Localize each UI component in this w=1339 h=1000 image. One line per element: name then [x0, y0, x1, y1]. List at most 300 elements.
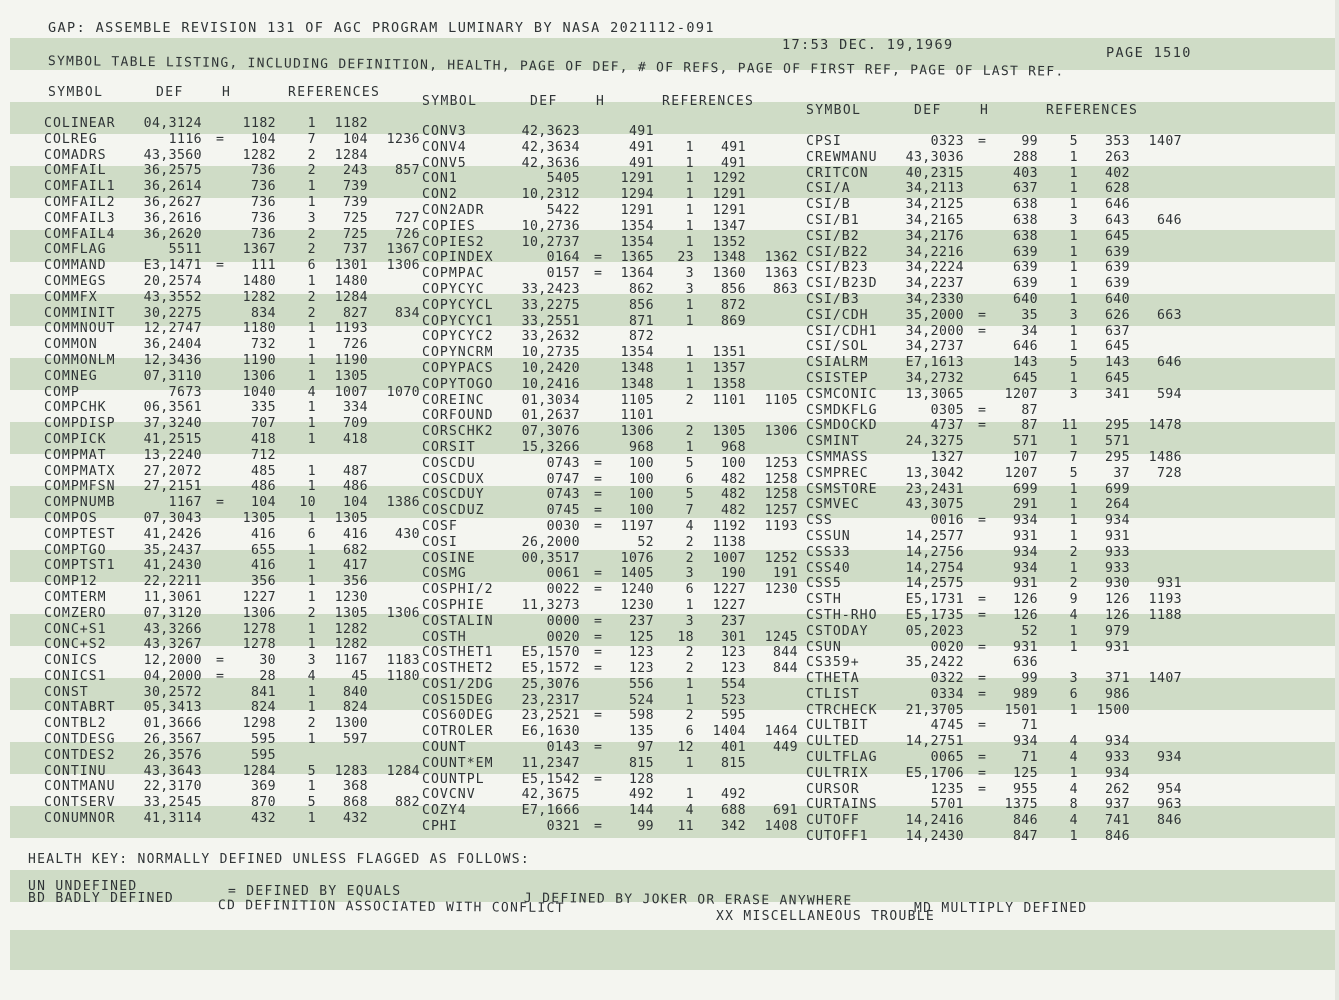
first-ref-page: 100 [720, 455, 746, 471]
def-page: 30 [259, 653, 276, 669]
symbol-name: COSTH [422, 629, 467, 645]
first-ref-page: 1300 [334, 716, 368, 732]
first-ref-page: 1305 [334, 510, 368, 526]
table-row [44, 242, 444, 258]
page-number: PAGE 1510 [1106, 45, 1192, 61]
ref-count: 1 [307, 321, 316, 337]
ref-count: 5 [307, 795, 316, 811]
symbol-name: COMTERM [44, 589, 107, 605]
table-row [422, 630, 822, 646]
symbol-definition: 27,2151 [143, 479, 202, 495]
ref-count: 6 [685, 471, 694, 487]
first-ref-page: 645 [1104, 339, 1130, 355]
def-page: 416 [250, 526, 276, 542]
header-def: DEF [156, 85, 184, 100]
ref-count: 1 [1069, 165, 1078, 181]
def-page: 104 [250, 495, 276, 511]
table-row [806, 545, 1206, 561]
ref-count: 1 [685, 787, 694, 803]
table-row [806, 245, 1206, 261]
last-ref-page: 834 [394, 305, 420, 321]
ref-count: 1 [685, 202, 694, 218]
symbol-name: COMMAND [44, 258, 107, 274]
symbol-definition: 41,2515 [143, 431, 202, 447]
first-ref-page: 1301 [334, 258, 368, 274]
health-flag: = [594, 455, 603, 471]
last-ref-page: 1105 [764, 392, 798, 408]
ref-count: 2 [307, 716, 316, 732]
ref-count: 9 [1069, 592, 1078, 608]
first-ref-page: 1101 [712, 392, 746, 408]
symbol-definition: 1327 [930, 449, 964, 465]
def-page: 135 [628, 724, 654, 740]
symbol-name: COMMEGS [44, 273, 107, 289]
symbol-name: COMPTGO [44, 542, 107, 558]
symbol-name: CSI/CDH [806, 307, 869, 323]
symbol-definition: 27,2072 [143, 463, 202, 479]
last-ref-page: 1408 [764, 819, 798, 835]
first-ref-page: 1291 [712, 187, 746, 203]
symbol-name: CULTED [806, 734, 860, 750]
first-ref-page: 1230 [334, 589, 368, 605]
first-ref-page: 930 [1104, 576, 1130, 592]
table-row [806, 624, 1206, 640]
last-ref-page: 1070 [386, 384, 420, 400]
ref-count: 2 [685, 661, 694, 677]
ref-count: 2 [307, 605, 316, 621]
ref-count: 1 [1069, 323, 1078, 339]
symbol-definition: 34,2224 [905, 260, 964, 276]
first-ref-page: 368 [342, 779, 368, 795]
first-ref-page: 639 [1104, 276, 1130, 292]
table-row [806, 592, 1206, 608]
health-flag: = [978, 307, 987, 323]
symbol-definition: 22,2211 [143, 574, 202, 590]
symbol-definition: 0305 [930, 402, 964, 418]
symbol-definition: 5422 [546, 202, 580, 218]
table-row [806, 387, 1206, 403]
health-key-md: MD MULTIPLY DEFINED [914, 901, 1088, 916]
def-page: 1180 [242, 321, 276, 337]
def-page: 1230 [620, 597, 654, 613]
table-row [806, 561, 1206, 577]
last-ref-page: 1306 [764, 424, 798, 440]
first-ref-page: 1007 [712, 550, 746, 566]
symbol-name: CON1 [422, 171, 458, 187]
last-ref-page: 691 [772, 803, 798, 819]
health-flag: = [594, 503, 603, 519]
table-row [806, 782, 1206, 798]
first-ref-page: 1305 [334, 368, 368, 384]
first-ref-page: 979 [1104, 623, 1130, 639]
paper-edge [1335, 0, 1339, 1000]
first-ref-page: 725 [342, 210, 368, 226]
table-row [422, 266, 822, 282]
def-page: 989 [1012, 686, 1038, 702]
first-ref-page: 827 [342, 305, 368, 321]
def-page: 934 [1012, 560, 1038, 576]
table-row [806, 576, 1206, 592]
symbol-name: COVCNV [422, 787, 476, 803]
last-ref-page: 1407 [1148, 134, 1182, 149]
symbol-definition: 41,3114 [143, 811, 202, 827]
def-page: 369 [250, 779, 276, 795]
ref-count: 1 [685, 439, 694, 455]
def-page: 1182 [242, 116, 276, 131]
ref-count: 1 [1069, 481, 1078, 497]
health-flag: = [978, 750, 987, 766]
table-row [422, 187, 822, 203]
def-page: 87 [1021, 418, 1038, 434]
first-ref-page: 126 [1104, 607, 1130, 623]
def-page: 1227 [242, 589, 276, 605]
first-ref-page: 986 [1104, 686, 1130, 702]
table-row [806, 418, 1206, 434]
def-page: 655 [250, 542, 276, 558]
ref-count: 1 [307, 510, 316, 526]
symbol-definition: E5,1542 [521, 771, 580, 787]
table-row [422, 582, 822, 598]
ref-count: 2 [685, 534, 694, 550]
health-flag: = [978, 686, 987, 702]
ref-count: 3 [1069, 671, 1078, 687]
symbol-name: CSI/B23D [806, 276, 878, 292]
header-health: H [222, 85, 232, 100]
symbol-name: CONTDESG [44, 732, 116, 748]
first-ref-page: 416 [342, 526, 368, 542]
first-ref-page: 301 [720, 629, 746, 645]
symbol-definition: 36,2620 [143, 226, 202, 242]
symbol-definition: 26,3567 [143, 732, 202, 748]
symbol-name: CSI/B22 [806, 244, 869, 260]
ref-count: 2 [685, 392, 694, 408]
def-page: 1105 [620, 392, 654, 408]
def-page: 646 [1012, 339, 1038, 355]
def-page: 595 [250, 747, 276, 763]
ref-count: 1 [685, 139, 694, 155]
first-ref-page: 1305 [334, 605, 368, 621]
symbol-name: CPHI [422, 819, 458, 835]
def-page: 934 [1012, 544, 1038, 560]
last-ref-page: 449 [772, 740, 798, 756]
ref-count: 1 [1069, 197, 1078, 213]
last-ref-page: 1188 [1148, 607, 1182, 623]
symbol-name: COPYTOGO [422, 376, 494, 392]
symbol-definition: 41,2430 [143, 558, 202, 574]
symbol-definition: 34,2330 [905, 291, 964, 307]
symbol-definition: 36,2616 [143, 210, 202, 226]
symbol-name: COSPHIE [422, 597, 485, 613]
ref-count: 2 [307, 289, 316, 305]
def-page: 736 [250, 210, 276, 226]
last-ref-page: 1486 [1148, 449, 1182, 465]
first-ref-page: 482 [720, 503, 746, 519]
last-ref-page: 934 [1156, 750, 1182, 766]
table-row [44, 764, 444, 780]
def-page: 1291 [620, 202, 654, 218]
symbol-name: CONTBL2 [44, 716, 107, 732]
ref-count: 1 [307, 416, 316, 432]
symbol-definition: 0030 [546, 518, 580, 534]
def-page: 637 [1012, 181, 1038, 197]
first-ref-page: 1348 [712, 250, 746, 266]
table-row [806, 640, 1206, 656]
last-ref-page: 882 [394, 795, 420, 811]
def-page: 123 [628, 645, 654, 661]
table-row [422, 298, 822, 314]
ref-count: 1 [307, 479, 316, 495]
symbol-definition: 0322 [930, 671, 964, 687]
first-ref-page: 1284 [334, 289, 368, 305]
symbol-definition: 06,3561 [143, 400, 202, 416]
symbol-name: CONTSERV [44, 795, 116, 811]
symbol-name: CULTRIX [806, 765, 869, 781]
symbol-name: COMPMATX [44, 463, 116, 479]
symbol-definition: 0000 [546, 613, 580, 629]
last-ref-page: 726 [394, 226, 420, 242]
first-ref-page: 295 [1104, 418, 1130, 434]
symbol-definition: 11,3273 [521, 597, 580, 613]
first-ref-page: 37 [1113, 465, 1130, 481]
table-row [44, 779, 444, 795]
table-row [806, 450, 1206, 466]
health-key-title: HEALTH KEY: NORMALLY DEFINED UNLESS FLAGGED AS FOLLOWS: [28, 852, 530, 867]
symbol-name: COPYNCRM [422, 345, 494, 361]
symbol-name: COMPMAT [44, 447, 107, 463]
symbol-definition: 07,3043 [143, 510, 202, 526]
symbol-name: CS359+ [806, 655, 860, 671]
first-ref-page: 492 [720, 787, 746, 803]
symbol-name: COPYCYC2 [422, 329, 494, 345]
table-row [44, 464, 444, 480]
symbol-name: CSMPREC [806, 465, 869, 481]
first-ref-page: 868 [342, 795, 368, 811]
symbol-name: COPIES2 [422, 234, 485, 250]
ref-count: 1 [307, 811, 316, 827]
symbol-name: CONTMANU [44, 779, 116, 795]
first-ref-page: 643 [1104, 212, 1130, 228]
last-ref-page: 1257 [764, 503, 798, 519]
table-row [422, 124, 822, 140]
symbol-definition: E5,1570 [521, 645, 580, 661]
first-ref-page: 1357 [712, 360, 746, 376]
first-ref-page: 645 [1104, 228, 1130, 244]
ref-count: 1 [307, 400, 316, 416]
ref-count: 1 [307, 558, 316, 574]
ref-count: 3 [685, 281, 694, 297]
ref-count: 1 [307, 179, 316, 195]
ref-count: 3 [685, 566, 694, 582]
def-page: 1076 [620, 550, 654, 566]
first-ref-page: 725 [342, 226, 368, 242]
first-ref-page: 45 [351, 668, 368, 684]
ref-count: 2 [685, 550, 694, 566]
first-ref-page: 646 [1104, 197, 1130, 213]
symbol-name: CPSI [806, 134, 842, 149]
def-page: 639 [1012, 260, 1038, 276]
def-page: 856 [628, 297, 654, 313]
table-row [44, 179, 444, 195]
def-page: 485 [250, 463, 276, 479]
symbol-definition: 33,2632 [521, 329, 580, 345]
symbol-name: CONV4 [422, 139, 467, 155]
symbol-name: CONV5 [422, 155, 467, 171]
ref-count: 2 [685, 645, 694, 661]
first-ref-page: 371 [1104, 671, 1130, 687]
ref-count: 6 [1069, 686, 1078, 702]
def-page: 491 [628, 139, 654, 155]
table-row [422, 598, 822, 614]
symbol-name: COSPHI/2 [422, 582, 494, 598]
ref-count: 6 [685, 724, 694, 740]
def-page: 931 [1012, 639, 1038, 655]
symbol-name: COMFAIL3 [44, 210, 116, 226]
symbol-name: COPYPACS [422, 360, 494, 376]
symbol-definition: 36,2614 [143, 179, 202, 195]
symbol-definition: 42,3636 [521, 155, 580, 171]
symbol-name: COMMINIT [44, 305, 116, 321]
first-ref-page: 401 [720, 740, 746, 756]
last-ref-page: 931 [1156, 576, 1182, 592]
symbol-name: COMNEG [44, 368, 98, 384]
symbol-definition: 14,2416 [905, 813, 964, 829]
first-ref-page: 554 [720, 676, 746, 692]
symbol-definition: 0016 [930, 513, 964, 529]
ref-count: 1 [307, 337, 316, 353]
symbol-definition: 0745 [546, 503, 580, 519]
def-page: 1365 [620, 250, 654, 266]
def-page: 699 [1012, 481, 1038, 497]
symbol-definition: 30,2275 [143, 305, 202, 321]
def-page: 99 [1021, 671, 1038, 687]
first-ref-page: 123 [720, 645, 746, 661]
def-page: 824 [250, 700, 276, 716]
first-ref-page: 418 [342, 431, 368, 447]
symbol-definition: 34,2216 [905, 244, 964, 260]
symbol-name: COS60DEG [422, 708, 494, 724]
ref-count: 4 [1069, 734, 1078, 750]
ref-count: 6 [307, 526, 316, 542]
symbol-definition: 36,2575 [143, 163, 202, 179]
symbol-definition: 35,2437 [143, 542, 202, 558]
table-row [422, 282, 822, 298]
table-row [422, 440, 822, 456]
health-flag: = [978, 323, 987, 339]
table-row [422, 724, 822, 740]
table-row [44, 337, 444, 353]
health-flag: = [978, 402, 987, 418]
symbol-definition: 07,3076 [521, 424, 580, 440]
last-ref-page: 1306 [386, 258, 420, 274]
symbol-name: COMMONLM [44, 352, 116, 368]
symbol-definition: 20,2574 [143, 273, 202, 289]
first-ref-page: 856 [720, 281, 746, 297]
ref-count: 1 [1069, 702, 1078, 718]
def-page: 87 [1021, 402, 1038, 418]
symbol-definition: 26,3576 [143, 747, 202, 763]
def-page: 862 [628, 281, 654, 297]
ref-count: 1 [1069, 434, 1078, 450]
def-page: 403 [1012, 165, 1038, 181]
health-flag: = [594, 487, 603, 503]
ref-count: 1 [307, 431, 316, 447]
symbol-definition: 23,2317 [521, 692, 580, 708]
table-row [806, 276, 1206, 292]
ref-count: 2 [1069, 544, 1078, 560]
first-ref-page: 126 [1104, 592, 1130, 608]
table-row [422, 535, 822, 551]
symbol-name: CREWMANU [806, 149, 878, 165]
health-key-xx: XX MISCELLANEOUS TROUBLE [716, 909, 936, 924]
def-page: 99 [1021, 134, 1038, 149]
def-page: 707 [250, 416, 276, 432]
first-ref-page: 815 [720, 755, 746, 771]
health-flag: = [216, 495, 225, 511]
symbol-name: COMPOS [44, 510, 98, 526]
first-ref-page: 342 [720, 819, 746, 835]
table-row [44, 274, 444, 290]
symbol-name: COSCDUX [422, 471, 485, 487]
symbol-name: COMMON [44, 337, 98, 353]
health-flag: = [594, 819, 603, 835]
def-page: 595 [250, 732, 276, 748]
def-page: 111 [250, 258, 276, 274]
symbol-name: CSMVEC [806, 497, 860, 513]
health-flag: = [594, 566, 603, 582]
symbol-definition: 36,2404 [143, 337, 202, 353]
first-ref-page: 682 [342, 542, 368, 558]
first-ref-page: 1360 [712, 266, 746, 282]
def-page: 100 [628, 487, 654, 503]
first-ref-page: 1282 [334, 621, 368, 637]
table-row [422, 661, 822, 677]
symbol-name: CSS40 [806, 560, 851, 576]
ref-count: 6 [685, 582, 694, 598]
table-row [806, 813, 1206, 829]
def-page: 846 [1012, 813, 1038, 829]
first-ref-page: 688 [720, 803, 746, 819]
health-flag: = [978, 418, 987, 434]
def-page: 104 [250, 131, 276, 147]
symbol-name: COMFAIL2 [44, 194, 116, 210]
symbol-name: COSF [422, 518, 458, 534]
symbol-definition: 14,2754 [905, 560, 964, 576]
table-row [44, 543, 444, 559]
table-row [806, 260, 1206, 276]
table-row [806, 308, 1206, 324]
symbol-definition: 10,2737 [521, 234, 580, 250]
def-page: 1306 [242, 368, 276, 384]
def-page: 34 [1021, 323, 1038, 339]
health-flag: = [594, 518, 603, 534]
last-ref-page: 1253 [764, 455, 798, 471]
health-key-bd: BD BADLY DEFINED [28, 891, 175, 906]
symbol-definition: 10,2416 [521, 376, 580, 392]
ref-count: 5 [1069, 465, 1078, 481]
def-page: 71 [1021, 718, 1038, 734]
symbol-definition: 14,2577 [905, 528, 964, 544]
symbol-definition: 0743 [546, 487, 580, 503]
ref-count: 7 [1069, 449, 1078, 465]
symbol-definition: 14,2430 [905, 829, 964, 845]
symbol-definition: 00,3517 [521, 550, 580, 566]
symbol-definition: 12,2000 [143, 653, 202, 669]
first-ref-page: 1292 [712, 171, 746, 187]
first-ref-page: 491 [720, 155, 746, 171]
table-row [44, 795, 444, 811]
def-page: 1207 [1004, 465, 1038, 481]
header-def: DEF [914, 103, 942, 118]
